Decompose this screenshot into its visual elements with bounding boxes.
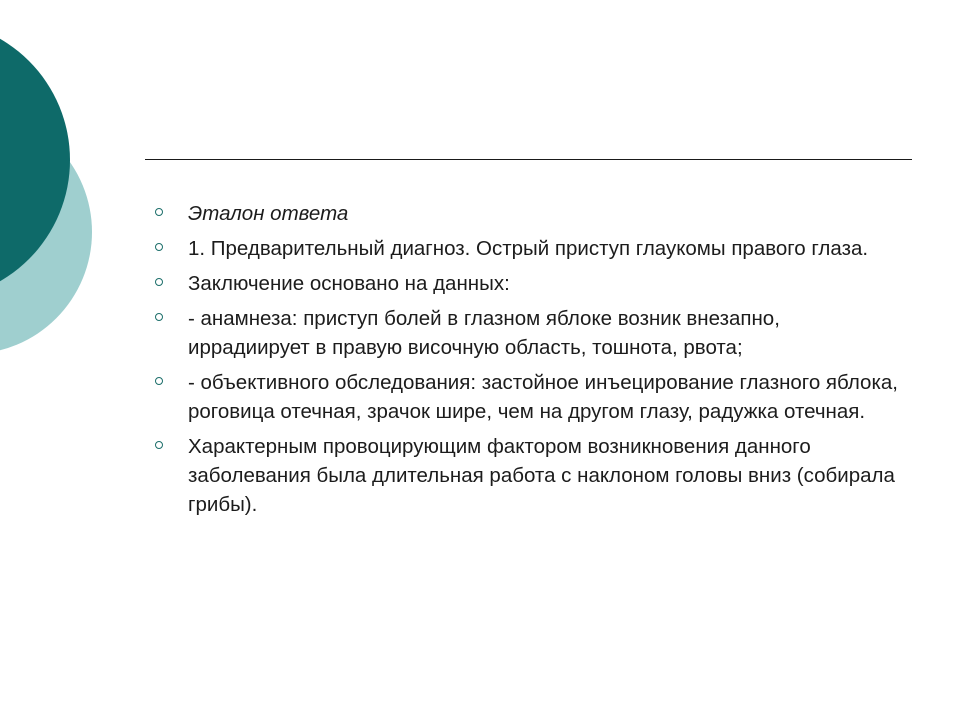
circle-bullet-icon bbox=[155, 208, 163, 216]
circle-bullet-icon bbox=[155, 441, 163, 449]
bullet-item bbox=[152, 304, 902, 362]
circle-bullet-icon bbox=[155, 243, 163, 251]
circle-bullet-icon bbox=[155, 377, 163, 385]
bullet-item bbox=[152, 234, 902, 263]
circle-bullet-icon bbox=[155, 313, 163, 321]
bullet-list bbox=[152, 199, 902, 519]
bullet-text: Характерным провоцирующим фактором возникновения данного заболевания была длительная работа с наклоном головы вниз (собирала грибы). bbox=[188, 435, 895, 516]
bullet-text: - объективного обследования: застойное инъецирование глазного яблока, роговица отечная, зрачок шире, чем на другом глазу, радужка отечная. bbox=[188, 371, 898, 423]
bullet-text: 1. Предварительный диагноз. Острый приступ глаукомы правого глаза. bbox=[188, 237, 869, 260]
bullet-text: Эталон ответа bbox=[188, 202, 349, 225]
bullet-text: Заключение основано на данных: bbox=[188, 272, 510, 295]
bullet-item bbox=[152, 368, 902, 426]
slide-body bbox=[152, 199, 902, 525]
title-divider-line bbox=[145, 159, 912, 160]
bullet-item bbox=[152, 269, 902, 298]
bullet-item bbox=[152, 199, 902, 228]
decorative-circles bbox=[0, 0, 140, 400]
circle-bullet-icon bbox=[155, 278, 163, 286]
bullet-item bbox=[152, 432, 902, 519]
bullet-text: - анамнеза: приступ болей в глазном яблоке возник внезапно, иррадиирует в правую височную область, тошнота, рвота; bbox=[188, 307, 780, 359]
